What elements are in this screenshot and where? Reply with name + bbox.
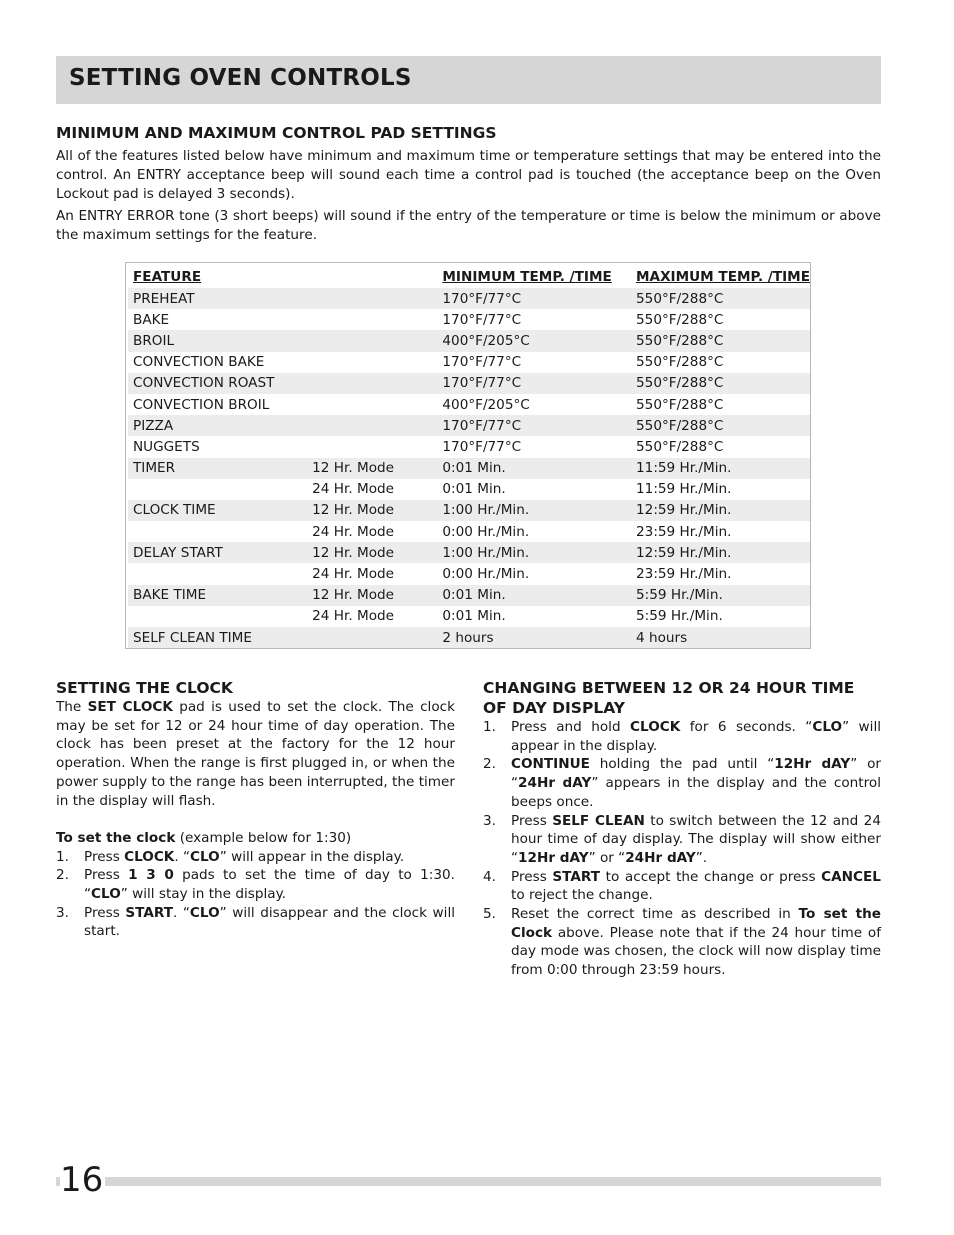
list-item	[56, 848, 455, 867]
step-number: 3.	[56, 904, 69, 921]
table-row	[128, 627, 810, 648]
cell-max: 550°F/288°C	[636, 438, 724, 455]
step-text: . “	[174, 848, 191, 865]
table-row	[128, 542, 810, 563]
step-bold-text: CLOCK	[630, 719, 681, 735]
settings-table-box	[125, 262, 811, 649]
step-text: Press	[511, 868, 553, 885]
step-text: ” will appear in the display.	[219, 848, 405, 865]
table-row	[128, 288, 810, 309]
step-bold-text: 12Hr dAY	[518, 849, 589, 866]
cell-min: 0:01 Min.	[442, 585, 636, 606]
clock-howto	[56, 829, 455, 848]
cell-min: 1:00 Hr./Min.	[442, 500, 636, 521]
cell-min: 1:00 Hr./Min.	[442, 542, 636, 563]
step-text: to reject the change.	[511, 887, 653, 904]
cell-max: 550°F/288°C	[636, 311, 724, 328]
setting-clock-section	[56, 678, 455, 941]
step-number: 1.	[56, 848, 69, 865]
footer-bar	[56, 1177, 881, 1186]
cell-max: 12:59 Hr./Min.	[636, 542, 810, 563]
cell-min: 2 hours	[442, 627, 636, 648]
cell-mode	[312, 627, 442, 648]
header-max: MAXIMUM TEMP. /TIME	[636, 268, 810, 285]
step-bold-text: CONTINUE	[511, 756, 590, 773]
cell-max: 5:59 Hr./Min.	[636, 585, 810, 606]
header-mode	[312, 265, 442, 288]
step-text: pads to set the time of day to 1:30. “	[84, 867, 455, 903]
step-text: ” or “	[588, 849, 626, 866]
cell-mode: 12 Hr. Mode	[312, 585, 442, 606]
step-text: Press	[84, 904, 126, 921]
step-text: above. Please note that if the 24 hour time of day mode was chosen, the clock will now display time from 0:00 through 23:59 hours.	[511, 924, 881, 979]
step-text: ” or “	[511, 756, 881, 792]
cell-max: 4 hours	[636, 627, 810, 648]
cell-mode	[312, 373, 442, 394]
step-number: 2.	[56, 867, 69, 884]
clock-heading: SETTING THE CLOCK	[56, 679, 233, 697]
step-bold-text: START	[552, 868, 601, 885]
settings-table	[128, 265, 810, 648]
step-bold-text: CLO	[812, 719, 843, 735]
cell-min: 170°F/77°C	[442, 311, 522, 328]
step-text: to accept the change or press	[600, 868, 822, 885]
table-row	[128, 436, 810, 457]
cell-min: 170°F/77°C	[442, 373, 636, 394]
cell-feature	[128, 521, 312, 542]
step-bold-text: 12Hr dAY	[774, 756, 851, 773]
cell-feature: BROIL	[128, 330, 312, 351]
step-text: Reset the correct time as described in	[511, 906, 799, 923]
cell-mode: 12 Hr. Mode	[312, 500, 442, 521]
step-text: ” will appear in the display.	[511, 719, 882, 754]
cell-mode	[312, 288, 442, 309]
cell-feature: TIMER	[128, 458, 312, 479]
page-number: 16	[60, 1160, 104, 1200]
cell-max: 550°F/288°C	[636, 288, 810, 309]
step-text: ” appears in the display and the control beeps once.	[511, 775, 882, 810]
clock-paragraph-text: pad is used to set the clock. The clock may be set for 12 or 24 hour time of day operation. The clock has been preset at the factory for the 12 hour operation. When the range is first plugged in, or when the power supply to the range has been interrupted, the timer in the display will flash.	[56, 699, 455, 809]
clock-paragraph-text: The	[56, 699, 88, 715]
step-text: ” will disappear and the clock will start.	[84, 904, 455, 940]
cell-mode	[312, 330, 442, 351]
mode-steps-list	[483, 718, 881, 980]
step-number: 3.	[483, 812, 496, 829]
settings-table-body	[128, 288, 810, 648]
list-item	[483, 718, 881, 755]
cell-mode: 12 Hr. Mode	[312, 458, 442, 479]
cell-feature: CONVECTION BAKE	[133, 354, 265, 371]
step-text: Press	[511, 812, 553, 829]
cell-feature: CONVECTION BROIL	[133, 396, 270, 413]
cell-feature: PIZZA	[128, 415, 312, 436]
cell-min: 400°F/205°C	[442, 396, 530, 413]
intro-section	[56, 123, 881, 245]
step-text: to switch between the 12 and 24 hour time of day display. The display will show either “	[511, 812, 881, 866]
hour-mode-section	[483, 678, 881, 980]
step-bold-text: 1 3 0	[128, 867, 174, 884]
step-bold-text: CLOCK	[124, 848, 175, 865]
cell-mode: 24 Hr. Mode	[312, 481, 395, 498]
cell-mode	[312, 309, 442, 330]
cell-feature: BAKE TIME	[128, 585, 312, 606]
list-item	[483, 905, 881, 980]
cell-min: 0:01 Min.	[442, 481, 506, 498]
cell-feature: CONVECTION ROAST	[128, 373, 312, 394]
cell-min: 170°F/77°C	[442, 288, 636, 309]
step-number: 4.	[483, 868, 496, 885]
cell-feature	[128, 479, 312, 500]
clock-steps-list	[56, 848, 455, 942]
table-row	[128, 309, 810, 330]
cell-max: 550°F/288°C	[636, 330, 810, 351]
cell-mode	[312, 352, 442, 373]
step-bold-text: 24Hr dAY	[518, 775, 592, 792]
cell-max: 23:59 Hr./Min.	[636, 523, 732, 540]
step-text: Press and hold	[511, 719, 631, 735]
header-banner	[56, 56, 881, 104]
cell-max: 5:59 Hr./Min.	[636, 608, 723, 625]
table-row	[128, 458, 810, 479]
cell-feature	[128, 563, 312, 584]
page-title: SETTING OVEN CONTROLS	[69, 65, 412, 91]
cell-mode: 24 Hr. Mode	[312, 608, 395, 625]
clock-howto-text: (example below for 1:30)	[175, 829, 352, 846]
step-bold-text: To set the Clock	[511, 906, 881, 941]
cell-mode: 24 Hr. Mode	[312, 523, 395, 540]
intro-paragraph-2: An ENTRY ERROR tone (3 short beeps) will sound if the entry of the temperature or time is below the minimum or above the maximum settings for the feature.	[56, 208, 881, 243]
mode-heading: CHANGING BETWEEN 12 OR 24 HOUR TIME OF DAY DISPLAY	[483, 679, 855, 717]
intro-paragraph-1: All of the features listed below have minimum and maximum time or temperature settings that may be entered into the control. An ENTRY acceptance beep will sound each time a control pad is touched (the acceptance beep on the Oven Lockout pad is delayed 3 seconds).	[56, 148, 881, 202]
table-row	[128, 415, 810, 436]
list-item	[483, 812, 881, 868]
table-row	[128, 563, 810, 584]
cell-feature	[128, 606, 312, 627]
table-row	[128, 606, 810, 627]
table-row	[128, 500, 810, 521]
cell-feature: SELF CLEAN TIME	[128, 627, 312, 648]
header-feature: FEATURE	[133, 268, 202, 285]
step-text: holding the pad until “	[589, 756, 775, 773]
step-number: 2.	[483, 756, 496, 773]
clock-paragraph-bold: SET CLOCK	[87, 699, 173, 715]
table-row	[128, 394, 810, 415]
step-number: 1.	[483, 719, 496, 735]
step-text: ”.	[695, 849, 708, 866]
list-item	[56, 866, 455, 903]
table-row	[128, 521, 810, 542]
cell-max: 11:59 Hr./Min.	[636, 481, 732, 498]
table-row	[128, 585, 810, 606]
cell-min: 170°F/77°C	[442, 354, 522, 371]
table-row	[128, 330, 810, 351]
cell-min: 0:00 Hr./Min.	[442, 566, 530, 583]
step-text: for 6 seconds. “	[680, 719, 813, 735]
cell-max: 550°F/288°C	[636, 396, 724, 413]
step-bold-text: CLO	[189, 904, 220, 921]
cell-feature: CLOCK TIME	[128, 500, 312, 521]
cell-mode	[312, 415, 442, 436]
table-row	[128, 352, 810, 373]
cell-max: 23:59 Hr./Min.	[636, 566, 732, 583]
cell-min: 0:01 Min.	[442, 608, 506, 625]
cell-max: 11:59 Hr./Min.	[636, 458, 810, 479]
step-bold-text: START	[125, 904, 173, 921]
step-bold-text: CLO	[190, 848, 220, 865]
cell-feature: DELAY START	[128, 542, 312, 563]
cell-mode	[312, 394, 442, 415]
step-bold-text: 24Hr dAY	[625, 849, 696, 866]
clock-paragraph	[56, 698, 455, 810]
cell-feature: BAKE	[133, 311, 170, 328]
intro-heading: MINIMUM AND MAXIMUM CONTROL PAD SETTINGS	[56, 124, 497, 142]
header-min: MINIMUM TEMP. /TIME	[442, 268, 612, 285]
step-text: Press	[84, 848, 125, 865]
cell-max: 550°F/288°C	[636, 415, 810, 436]
table-row	[128, 479, 810, 500]
step-bold-text: CLO	[91, 886, 121, 903]
cell-feature: NUGGETS	[133, 438, 200, 455]
step-bold-text: SELF CLEAN	[552, 812, 645, 829]
clock-howto-bold: To set the clock	[56, 829, 176, 846]
step-text: Press	[84, 867, 129, 884]
list-item	[56, 904, 455, 941]
cell-min: 170°F/77°C	[442, 438, 522, 455]
step-bold-text: CANCEL	[821, 868, 881, 885]
cell-feature: PREHEAT	[128, 288, 312, 309]
cell-max: 12:59 Hr./Min.	[636, 500, 810, 521]
cell-mode: 24 Hr. Mode	[312, 566, 395, 583]
spacer	[56, 810, 455, 829]
cell-min: 0:00 Hr./Min.	[442, 523, 530, 540]
cell-mode	[312, 436, 442, 457]
cell-min: 170°F/77°C	[442, 415, 636, 436]
cell-max: 550°F/288°C	[636, 354, 724, 371]
cell-min: 400°F/205°C	[442, 330, 636, 351]
step-number: 5.	[483, 906, 496, 923]
cell-max: 550°F/288°C	[636, 373, 810, 394]
step-text: . “	[173, 904, 190, 921]
table-row	[128, 373, 810, 394]
step-text: ” will stay in the display.	[120, 886, 287, 903]
list-item	[483, 755, 881, 811]
cell-min: 0:01 Min.	[442, 458, 636, 479]
list-item	[483, 868, 881, 905]
table-header-row	[128, 265, 810, 288]
cell-mode: 12 Hr. Mode	[312, 542, 442, 563]
